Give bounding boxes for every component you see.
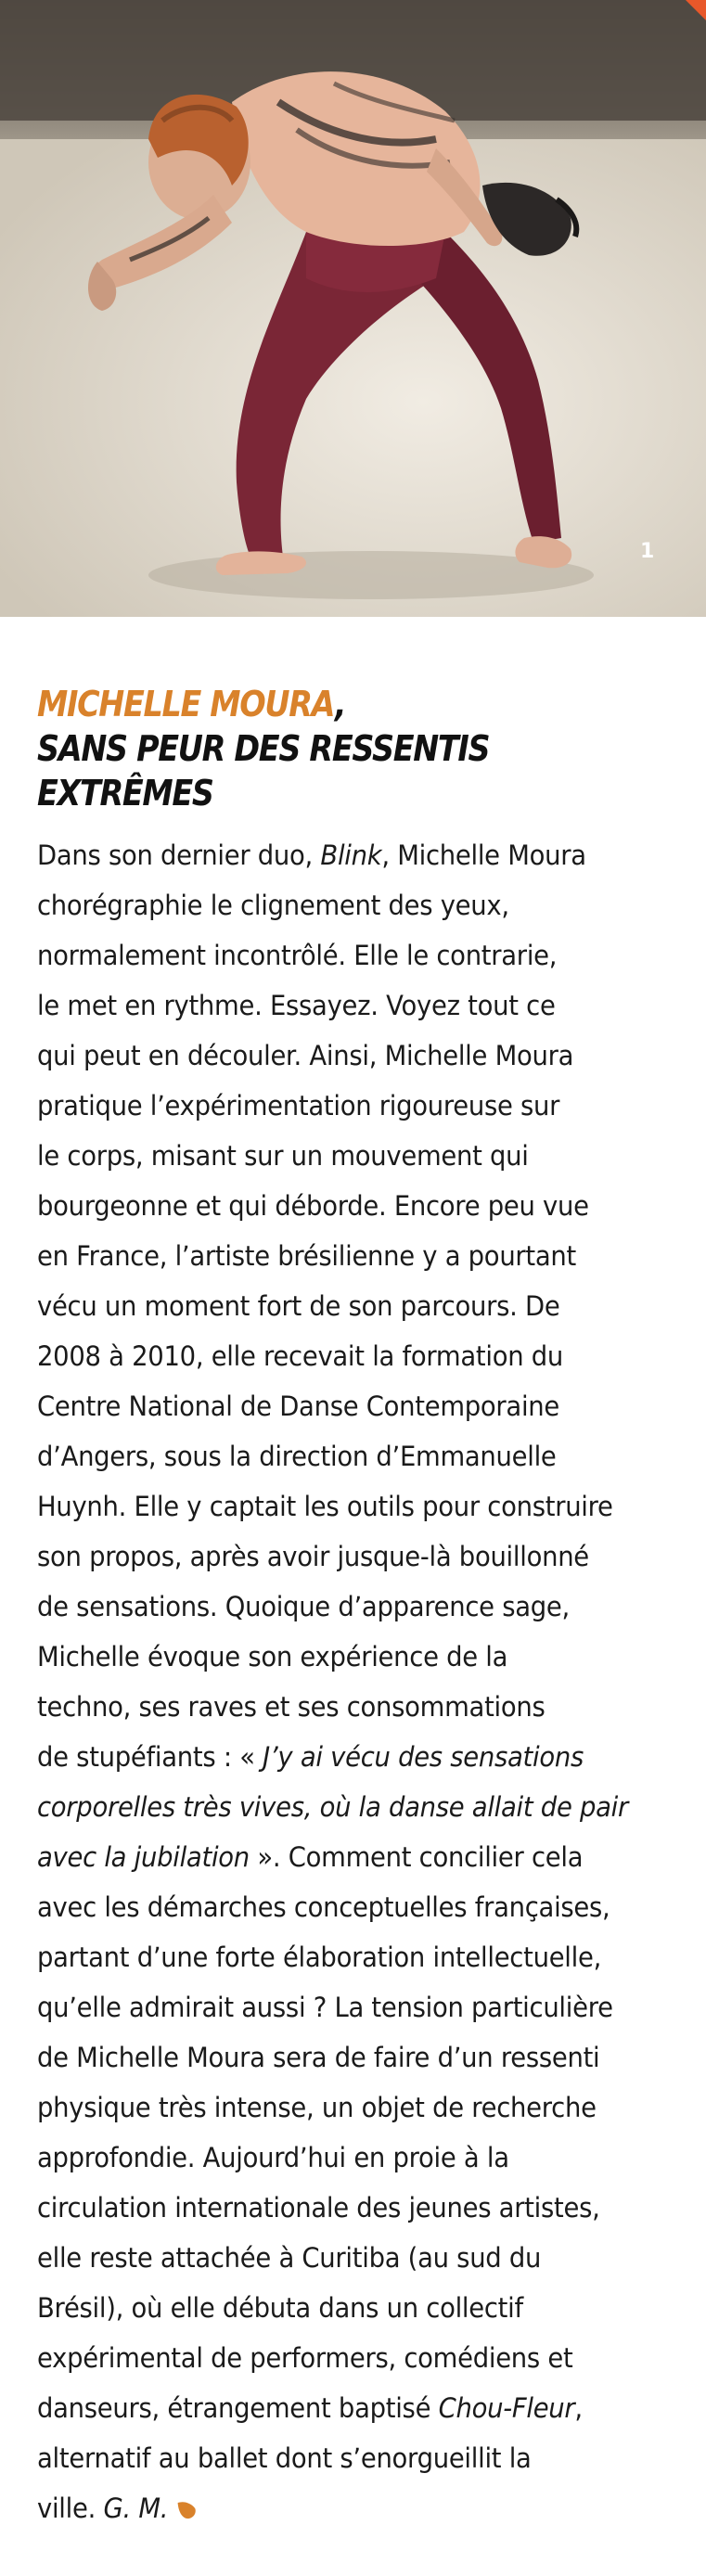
body-line: de Michelle Moura sera de faire d’un ressenti: [37, 2042, 600, 2073]
body-text-segment: ». Comment concilier cela: [249, 1841, 584, 1873]
body-line: bourgeonne et qui déborde. Encore peu vue: [37, 1190, 589, 1222]
body-line: le corps, misant sur un mouvement qui: [37, 1140, 529, 1172]
body-text-segment: ville.: [37, 2493, 104, 2524]
body-line: approfondie. Aujourd’hui en proie à la: [37, 2142, 509, 2173]
body-line: vécu un moment fort de son parcours. De: [37, 1290, 560, 1322]
body-line: Michelle évoque son expérience de la: [37, 1641, 508, 1672]
body-line: Brésil), où elle débuta dans un collectif: [37, 2292, 523, 2324]
body-line: [37, 830, 659, 880]
quote-segment: avec la jubilation: [37, 1841, 250, 1873]
quote-segment: corporelles très vives, où la danse allait de pair: [37, 1791, 629, 1823]
headline-subtitle: SANS PEUR DES RESSENTIS EXTRÊMES: [37, 728, 490, 814]
quote-segment: J’y ai vécu des sensations: [263, 1741, 584, 1773]
body-text-segment: de stupéfiants : «: [37, 1741, 263, 1773]
body-line: qu’elle admirait aussi ? La tension particulière: [37, 1992, 613, 2023]
author-initials: G. M.: [103, 2493, 169, 2524]
body-line: elle reste attachée à Curitiba (au sud du: [37, 2242, 542, 2274]
body-line: de sensations. Quoique d’apparence sage,: [37, 1591, 570, 1622]
work-title-blink: Blink: [320, 839, 382, 871]
body-text-segment: ,: [574, 2392, 583, 2424]
body-line: alternatif au ballet dont s’enorgueillit la: [37, 2442, 532, 2474]
body-text-segment: , Michelle Moura: [381, 839, 586, 871]
body-line: [37, 1732, 659, 1782]
body-line: [37, 2383, 659, 2433]
body-line: partant d’une forte élaboration intellectuelle,: [37, 1942, 602, 1973]
body-line: en France, l’artiste brésilienne y a pourtant: [37, 1240, 577, 1272]
body-line: [37, 1832, 659, 1882]
body-line: normalement incontrôlé. Elle le contrarie,: [37, 940, 558, 971]
dancer-illustration: [0, 0, 706, 617]
collective-name: Chou-Fleur: [438, 2392, 575, 2424]
body-text-segment: Dans son dernier duo,: [37, 839, 321, 871]
body-line: expérimental de performers, comédiens et: [37, 2342, 573, 2374]
headline-comma: ,: [334, 684, 346, 724]
article-body: [37, 830, 705, 2533]
body-line: Huynh. Elle y captait les outils pour construire: [37, 1491, 613, 1522]
body-line: chorégraphie le clignement des yeux,: [37, 890, 509, 921]
dancer-photo: [0, 0, 706, 617]
body-line: d’Angers, sous la direction d’Emmanuelle: [37, 1441, 557, 1472]
body-line: pratique l’expérimentation rigoureuse sur: [37, 1090, 560, 1121]
body-line: avec les démarches conceptuelles françaises,: [37, 1891, 610, 1923]
headline-name: MICHELLE MOURA: [37, 684, 335, 724]
body-line: [37, 1782, 659, 1832]
body-line: son propos, après avoir jusque-là bouillonné: [37, 1541, 589, 1572]
body-line: le met en rythme. Essayez. Voyez tout ce: [37, 990, 556, 1021]
photo-number: 1: [640, 540, 655, 563]
leaf-end-icon: [175, 2499, 198, 2521]
body-line: 2008 à 2010, elle recevait la formation du: [37, 1340, 564, 1372]
article-headline: [37, 682, 609, 815]
body-line: Centre National de Danse Contemporaine: [37, 1391, 560, 1422]
body-line: physique très intense, un objet de recherche: [37, 2092, 597, 2123]
body-line: qui peut en découler. Ainsi, Michelle Moura: [37, 1040, 574, 1071]
body-line: [37, 2483, 659, 2533]
body-line: circulation internationale des jeunes artistes,: [37, 2192, 600, 2224]
body-text-segment: danseurs, étrangement baptisé: [37, 2392, 439, 2424]
body-line: techno, ses raves et ses consommations: [37, 1691, 546, 1723]
corner-tab: [686, 0, 706, 20]
